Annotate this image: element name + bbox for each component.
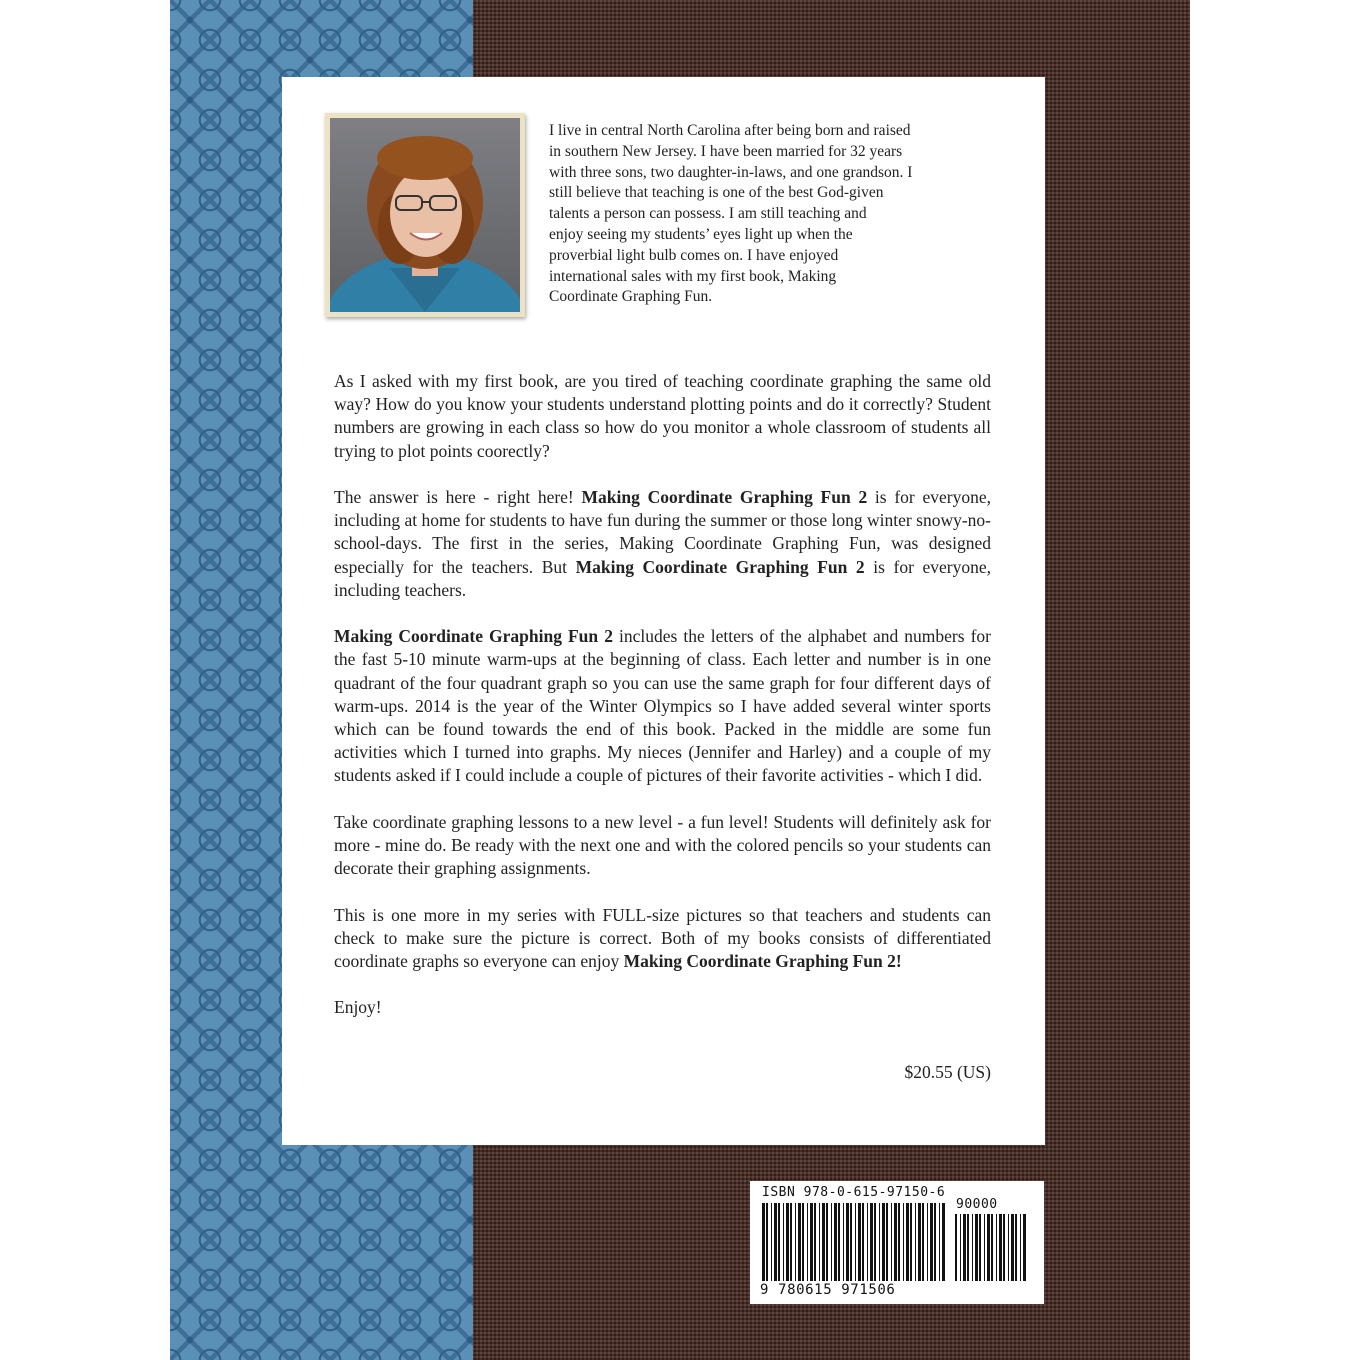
barcode-bar xyxy=(991,1214,993,1281)
barcode-bar xyxy=(862,1203,864,1281)
barcode-bar xyxy=(894,1203,897,1281)
barcode-bar xyxy=(967,1214,969,1281)
barcode-bar xyxy=(879,1203,880,1281)
barcode-bar xyxy=(766,1203,768,1281)
barcode-bar xyxy=(1011,1214,1014,1281)
barcode-bar xyxy=(1020,1214,1021,1281)
barcode-bar xyxy=(870,1203,873,1281)
barcode-bar xyxy=(984,1214,985,1281)
barcode-bar xyxy=(891,1203,892,1281)
barcode-bar xyxy=(1015,1214,1017,1281)
barcode-bar xyxy=(882,1203,885,1281)
barcode-bar xyxy=(963,1214,966,1281)
barcode-bar xyxy=(874,1203,876,1281)
barcode-addon-bars xyxy=(955,1214,1033,1281)
barcode-bar xyxy=(910,1203,912,1281)
barcode-bar xyxy=(918,1203,921,1281)
addon-code-label: 90000 xyxy=(956,1197,998,1212)
barcode-bar xyxy=(930,1203,933,1281)
barcode-bar xyxy=(826,1203,828,1281)
book-title-bold: Making Coordinate Graphing Fun 2! xyxy=(623,951,902,972)
barcode-bar xyxy=(922,1203,924,1281)
barcode-bar xyxy=(819,1203,820,1281)
barcode-bar xyxy=(898,1203,900,1281)
barcode-bar xyxy=(934,1203,936,1281)
barcode-bar xyxy=(838,1203,840,1281)
barcode-bar xyxy=(858,1203,861,1281)
barcode-bar xyxy=(1008,1214,1009,1281)
ean-digits: 9 780615 971506 xyxy=(760,1282,896,1298)
text-panel xyxy=(282,77,1045,1145)
barcode-bar xyxy=(996,1214,997,1281)
paragraph-text: is for everyone, including at home for students to have fun during the summer or those long winter snowy-no-school-days. The first in the series, Making Coordinate Graphing Fun, was designed especially for the teachers. But xyxy=(334,487,991,577)
author-photo-frame xyxy=(325,113,525,317)
barcode-bar xyxy=(999,1214,1002,1281)
barcode-bar xyxy=(771,1203,772,1281)
barcode-bar xyxy=(960,1214,961,1281)
paragraph-text: As I asked with my first book, are you tired of teaching coordinate graphing the same old way? How do you know your students understand plotting points and do it correctly? Student numbers are growing in each class so how do you monitor a whole classroom of students all trying to plot points coorectly? xyxy=(334,371,991,461)
barcode-bar xyxy=(1023,1214,1026,1281)
paragraph-text: This is one more in my series with FULL-size pictures so that teachers and students can check to make sure the picture is correct. Both of my books consists of differentiated coordinate graphs so everyone can enjoy xyxy=(334,904,991,972)
barcode-bar xyxy=(867,1203,868,1281)
barcode-bar xyxy=(975,1214,978,1281)
barcode-bar xyxy=(822,1203,825,1281)
book-title-bold: Making Coordinate Graphing Fun 2 xyxy=(334,626,613,647)
barcode-bar xyxy=(855,1203,856,1281)
barcode-bar xyxy=(927,1203,928,1281)
description-paragraph-3 xyxy=(334,625,991,787)
barcode-bar xyxy=(814,1203,816,1281)
barcode-bar xyxy=(795,1203,796,1281)
barcode-bar xyxy=(846,1203,849,1281)
barcode-bar xyxy=(955,1214,957,1281)
description-paragraph-5 xyxy=(334,904,991,974)
barcode-main-bars xyxy=(762,1203,947,1281)
book-title-bold: Making Coordinate Graphing Fun 2 xyxy=(575,556,865,577)
barcode-bar xyxy=(972,1214,973,1281)
barcode-bar xyxy=(790,1203,792,1281)
barcode-bar xyxy=(942,1203,945,1281)
barcode-bar xyxy=(906,1203,909,1281)
description-paragraph-1 xyxy=(334,370,991,463)
barcode-bar xyxy=(834,1203,837,1281)
closing-line xyxy=(334,996,991,1019)
barcode-bar xyxy=(987,1214,990,1281)
book-description xyxy=(334,370,991,1043)
barcode-bar xyxy=(807,1203,808,1281)
author-bio: I live in central North Carolina after being born and raised in southern New Jersey. I have been married for 32 years with three sons, two daughter-in-laws, and one grandson. I still believe that teaching is one of the best God-given talents a person can possess. I am still teaching and enjoy seeing my students’ eyes light up when the proverbial light bulb comes on. I have enjoyed international sales with my first book, Making Coordinate Graphing Fun. xyxy=(549,122,913,306)
barcode-bar xyxy=(810,1203,813,1281)
description-paragraph-2 xyxy=(334,486,991,602)
paragraph-text: is for everyone, including teachers. xyxy=(334,556,991,600)
barcode-bar xyxy=(886,1203,888,1281)
barcode-bar xyxy=(778,1203,780,1281)
isbn-label: ISBN 978-0-615-97150-6 xyxy=(762,1185,946,1200)
paragraph-text: includes the letters of the alphabet and numbers for the fast 5-10 minute warm-ups at the beginning of class. Each letter and number is in one quadrant of the four quadrant graph so you can use the same graph for four different days of warm-ups. 2014 is the year of the Winter Olympics so I have added several winter sports which can be found towards the end of this book. Packed in the middle are some fun activities which I turned into graphs. My nieces (Jennifer and Harley) and a couple of my students asked if I could include a couple of pictures of their favorite activities - which I did. xyxy=(334,626,991,786)
price-label: $20.55 (US) xyxy=(904,1062,991,1082)
barcode-bar xyxy=(915,1203,916,1281)
paragraph-text: Take coordinate graphing lessons to a new level - a fun level! Students will definitely ask for more - mine do. Be ready with the next one and with the colored pencils so your students can decorate their graphing assignments. xyxy=(334,811,991,879)
barcode-bar xyxy=(850,1203,852,1281)
barcode-bar xyxy=(979,1214,981,1281)
barcode-bar xyxy=(802,1203,804,1281)
barcode-bar xyxy=(786,1203,789,1281)
barcode-bar xyxy=(903,1203,904,1281)
description-paragraph-4 xyxy=(334,811,991,881)
barcode-bar xyxy=(1003,1214,1005,1281)
barcode-bar xyxy=(843,1203,844,1281)
barcode-bar xyxy=(831,1203,832,1281)
author-photo xyxy=(330,118,520,312)
book-title-bold: Making Coordinate Graphing Fun 2 xyxy=(581,487,868,507)
paragraph-text: Enjoy! xyxy=(334,997,382,1018)
paragraph-text: The answer is here - right here! xyxy=(334,487,582,507)
barcode-bar xyxy=(783,1203,784,1281)
barcode-bar xyxy=(774,1203,777,1281)
barcode-box xyxy=(750,1181,1044,1304)
barcode-bar xyxy=(798,1203,801,1281)
barcode-bar xyxy=(939,1203,940,1281)
barcode-bar xyxy=(762,1203,765,1281)
